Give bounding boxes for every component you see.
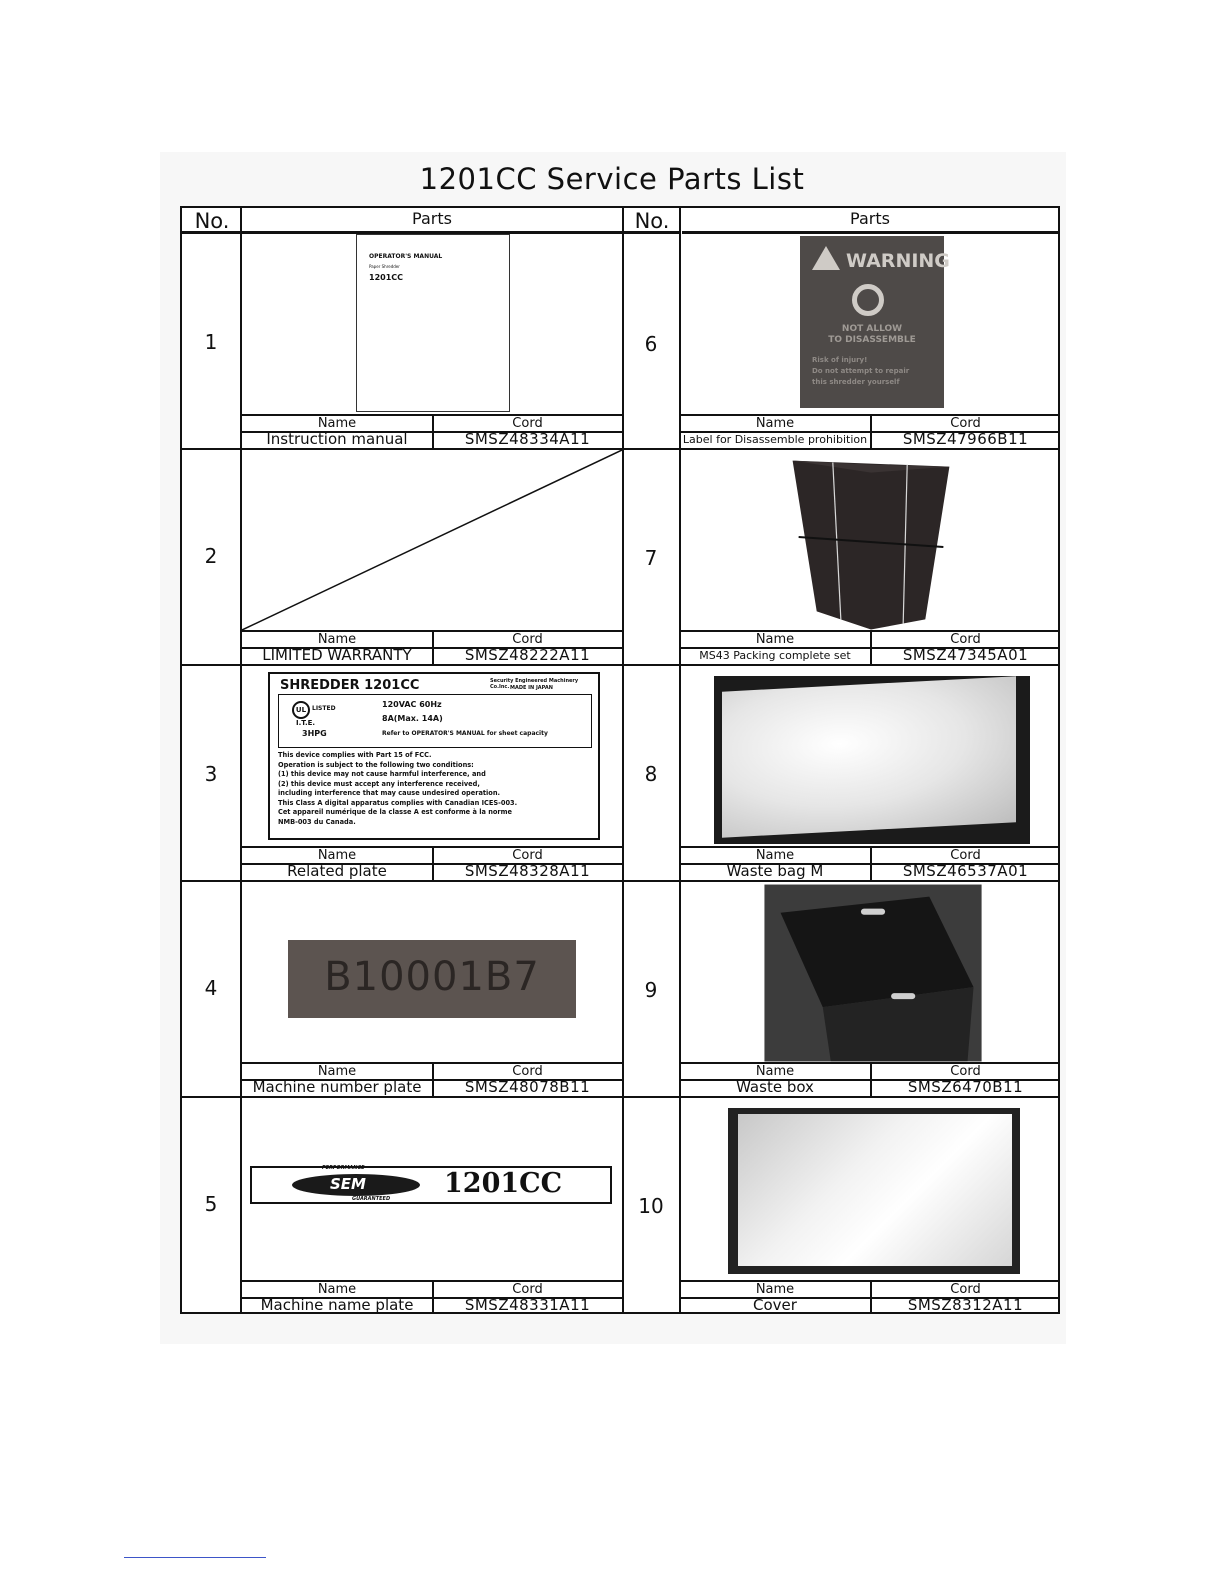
capacity-note: Refer to OPERATOR'S MANUAL for sheet capacity [382,730,548,737]
listed-mark: LISTED [312,705,336,712]
header-no-right: No. [624,208,680,234]
item-number: 6 [644,332,658,356]
name-header: Name [317,416,357,431]
warning-line: Do not attempt to repair [812,367,910,375]
part-code: SMSZ8312A11 [907,1296,1024,1314]
fcc-line: Cet appareil numérique de la classe A est conforme à la norme [278,808,513,816]
control-number: 3HPG [302,729,327,738]
plate-maker: Security Engineered Machinery Co.Inc. [490,678,579,690]
table-row [622,450,1060,666]
part-label [680,630,1060,664]
table-row [622,882,1060,1098]
part-image-area [680,234,1060,414]
part-label [242,1062,622,1096]
part-cell [680,1098,1060,1314]
part-image-area [242,450,622,630]
header-parts-right: Parts [682,208,1058,234]
part-image-area [242,1098,622,1280]
fcc-line: (1) this device may not cause harmful interference, and [278,770,486,778]
cord-header: Cord [512,416,543,431]
part-cell [680,666,1060,880]
part-cell [242,234,622,448]
voltage-rating: 120VAC 60Hz [382,700,442,709]
page-title: 1201CC Service Parts List [419,162,805,196]
fcc-line: Operation is subject to the following two conditions: [278,760,474,769]
number-plate-image [288,940,576,1018]
item-number: 2 [204,544,218,568]
warning-label-image [800,236,950,408]
prohibition-icon [852,284,884,316]
parts-table [180,206,1060,1314]
cover-bag-image [728,1108,1020,1274]
table-row [182,234,622,450]
logo-arc-bottom: GUARANTEED [352,1196,391,1202]
bag-sheen [722,676,1016,837]
part-code: SMSZ47345A01 [902,646,1029,664]
cord-header: Cord [950,416,981,431]
part-label [242,846,622,880]
logo-text: SEM [330,1175,366,1193]
part-cell [242,1098,622,1314]
header-no-left: No. [182,208,242,234]
warning-triangle-icon [812,246,840,270]
part-name: Machine number plate [252,1078,422,1096]
part-name: Related plate [287,862,387,880]
fcc-line: This Class A digital apparatus complies with Canadian ICES-003. [278,798,518,807]
warning-heading: WARNING [846,250,950,272]
name-header: Name [317,848,357,863]
manual-subtitle: Paper Shredder [369,264,400,269]
item-number: 7 [644,546,658,570]
name-header: Name [317,1064,357,1079]
part-code: SMSZ48328A11 [464,862,591,880]
packing-box-image [680,450,1060,630]
part-cell [680,234,1060,448]
fcc-line: including interference that may cause undesired operation. [278,789,501,797]
fcc-line: This device complies with Part 15 of FCC. [278,751,432,759]
part-code: SMSZ46537A01 [902,862,1029,880]
waste-box-image [680,882,1060,1062]
cord-header: Cord [950,1282,981,1297]
part-label [242,630,622,664]
current-rating: 8A(Max. 14A) [382,714,443,723]
part-label [242,1280,622,1314]
waste-bag-image [714,676,1030,844]
fcc-line: (2) this device must accept any interference received, [278,779,480,788]
fcc-line: NMB-003 du Canada. [278,817,356,826]
part-image-area [680,666,1060,846]
rating-plate-image [268,672,600,840]
part-image-area [680,882,1060,1062]
name-header: Name [317,632,357,647]
part-code: SMSZ48222A11 [464,646,591,664]
part-label [680,1280,1060,1314]
cord-header: Cord [950,632,981,647]
right-column [622,234,1060,1312]
footnote-rule [124,1557,266,1558]
plate-origin: MADE IN JAPAN [510,685,553,691]
manual-model: 1201CC [369,273,404,282]
part-name: Label for Disassemble prohibition [682,433,868,446]
part-cell [242,882,622,1096]
table-row [622,1098,1060,1314]
ite-mark: I.T.E. [296,719,316,727]
plate-model: 1201CC [444,1168,563,1199]
warning-line: NOT ALLOW [841,324,903,334]
item-number: 3 [204,762,218,786]
part-image-area [680,1098,1060,1280]
header-parts-left: Parts [242,208,622,234]
part-name: Machine name plate [260,1296,414,1314]
table-row [182,1098,622,1314]
part-cell [242,666,622,880]
cord-header: Cord [512,632,543,647]
part-code: SMSZ48078B11 [464,1078,591,1096]
name-header: Name [755,848,795,863]
part-name: Cover [753,1296,797,1314]
ul-mark-icon: UL [292,701,310,719]
warning-line: Risk of injury! [812,356,868,364]
part-image-area [242,666,622,846]
item-number: 4 [204,976,218,1000]
part-image-area [242,234,622,414]
item-number: 5 [204,1192,218,1216]
cord-header: Cord [950,848,981,863]
part-cell [680,882,1060,1096]
table-row [182,450,622,666]
name-header: Name [755,1282,795,1297]
warning-line: TO DISASSEMBLE [828,335,916,345]
cord-header: Cord [512,1064,543,1079]
item-number: 10 [638,1194,664,1218]
logo-arc-top: PERFORMANCE [322,1165,365,1171]
name-header: Name [755,1064,795,1079]
cord-header: Cord [512,848,543,863]
cord-header: Cord [950,1064,981,1079]
item-number: 8 [644,762,658,786]
part-image-area [680,450,1060,630]
part-cell [680,450,1060,664]
part-name: LIMITED WARRANTY [262,646,412,664]
table-row [622,234,1060,450]
part-code: SMSZ6470B11 [907,1078,1024,1096]
part-cell [242,450,622,664]
part-label [680,1062,1060,1096]
cord-header: Cord [512,1282,543,1297]
manual-title: OPERATOR'S MANUAL [369,253,443,260]
item-number: 1 [204,330,218,354]
part-name: Waste bag M [726,862,824,880]
part-label [242,414,622,448]
part-image-area [242,882,622,1062]
plate-serial: B10001B7 [324,954,540,1000]
table-row [182,666,622,882]
manual-cover-image [356,234,510,412]
part-name: Waste box [736,1078,814,1096]
no-image-placeholder [242,450,622,630]
item-number: 9 [644,978,658,1002]
plate-model: SHREDDER 1201CC [280,678,420,693]
part-label [680,414,1060,448]
part-name: Instruction manual [266,430,408,448]
name-header: Name [317,1282,357,1297]
warning-line: this shredder yourself [812,378,900,386]
name-header: Name [755,632,795,647]
table-row [182,882,622,1098]
name-plate-image [250,1166,612,1204]
left-column [182,234,622,1312]
bag-sheen [738,1114,1012,1266]
name-header: Name [755,416,795,431]
part-code: SMSZ47966B11 [902,430,1029,448]
table-row [622,666,1060,882]
part-code: SMSZ48331A11 [464,1296,591,1314]
part-label [680,846,1060,880]
part-name: MS43 Packing complete set [699,649,851,662]
part-code: SMSZ48334A11 [464,430,591,448]
